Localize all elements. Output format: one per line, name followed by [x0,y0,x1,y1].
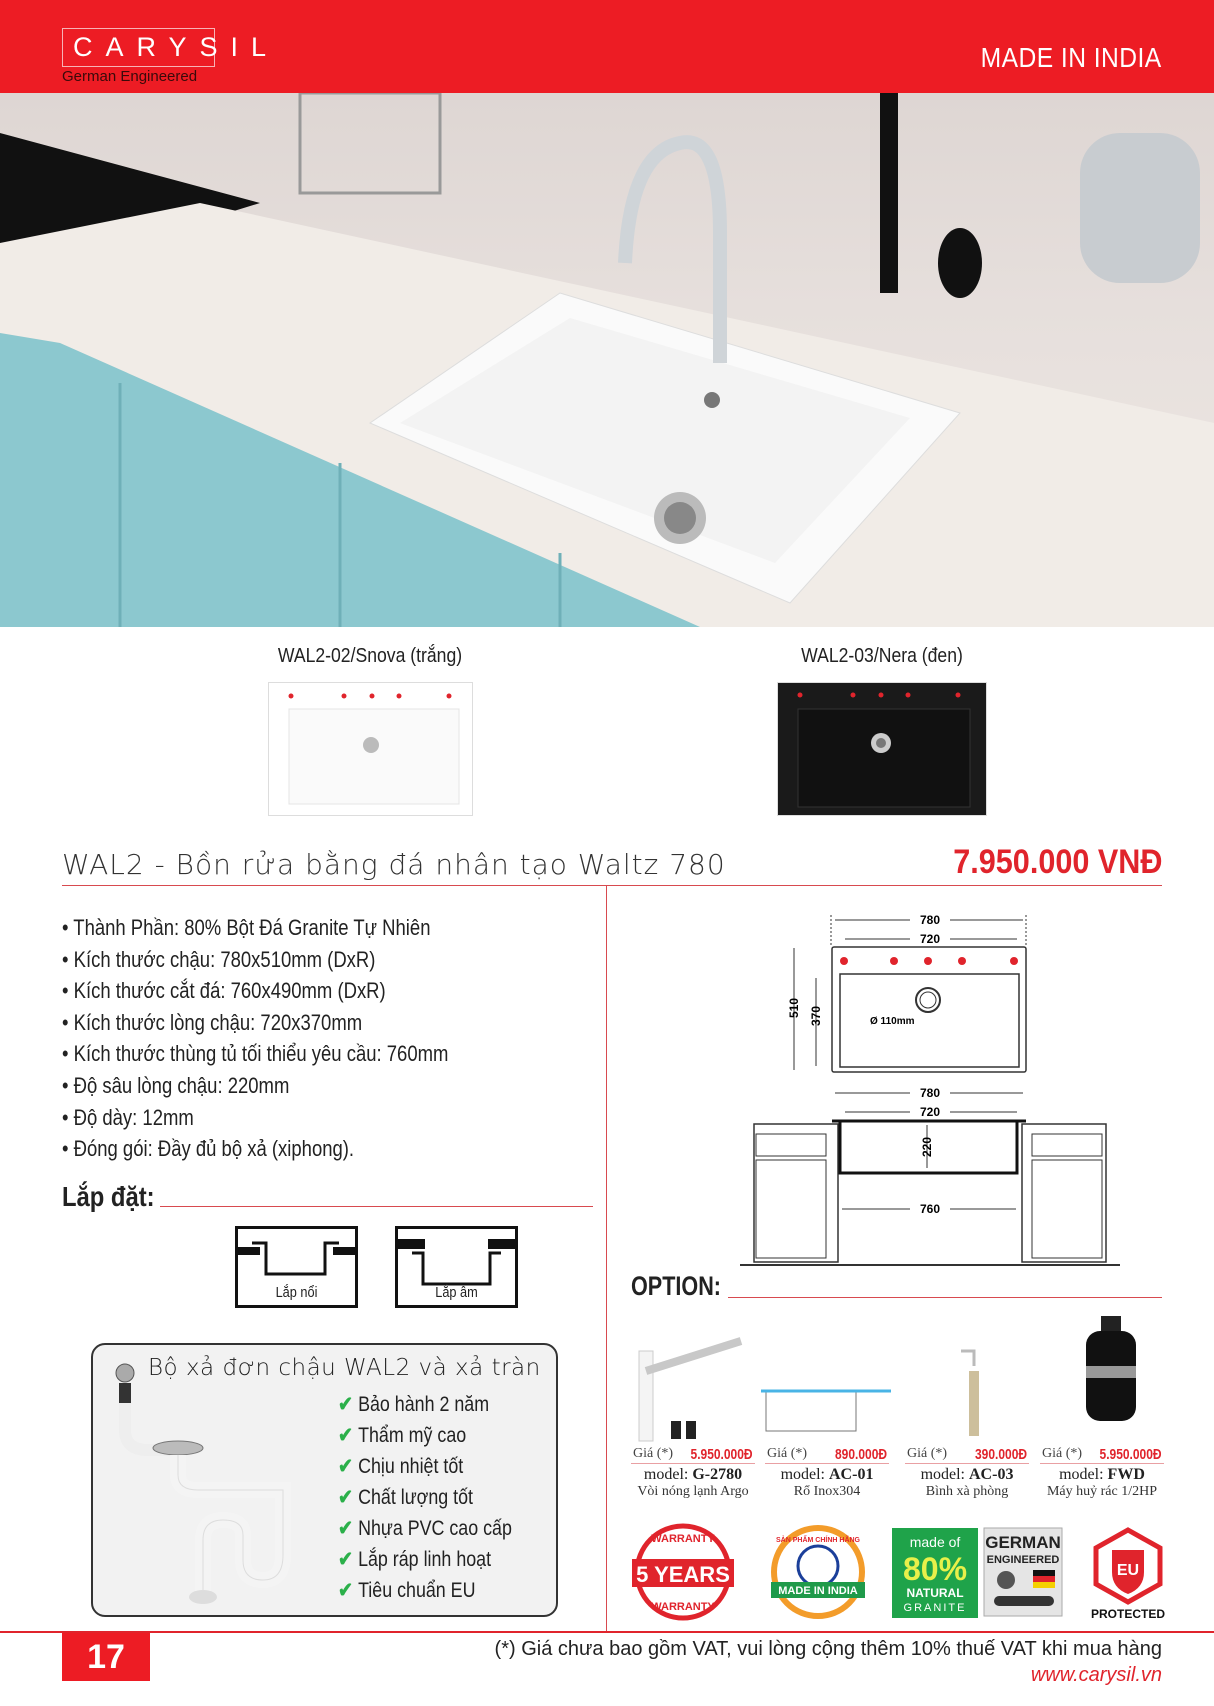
certification-badges [628,1522,1168,1622]
faucet-image [639,1341,741,1441]
spec-item: • Kích thước lòng chậu: 720x370mm [62,1007,566,1039]
spec-item: • Kích thước chậu: 780x510mm (DxR) [62,944,566,976]
made-in-india-label: MADE IN INDIA [981,42,1162,73]
drain-kit-panel [91,1343,558,1617]
spec-item: • Đóng gói: Đầy đủ bộ xả (xiphong). [62,1133,566,1165]
brand-tagline: German Engineered [62,68,198,85]
option-model: G-2780 [692,1466,743,1483]
feature-item: ✔ Chịu nhiệt tốt [338,1455,464,1478]
option-divider [728,1297,1162,1298]
option-item: Giá (*) 890.000Đ model: AC-01 Rổ Inox304 [767,1446,887,1499]
option-model: AC-01 [829,1466,874,1483]
spec-item: • Thành Phần: 80% Bột Đá Granite Tự Nhiên [62,912,566,944]
product-price: 7.950.000 VNĐ [952,843,1162,881]
vat-footnote: (*) Giá chưa bao gồm VAT, vui lòng cộng thêm 10% thuế VAT khi mua hàng [494,1638,1162,1660]
svg-text:5 YEARS: 5 YEARS [636,1562,730,1587]
dim-height-inner: 370 [809,1005,823,1027]
svg-text:EU: EU [1116,1562,1140,1579]
hero-kitchen-photo [0,93,1214,627]
svg-text:WARRANTY: WARRANTY [651,1601,715,1613]
feature-item: ✔ Bảo hành 2 năm [338,1393,490,1416]
feature-item: ✔ Lắp ráp linh hoạt [338,1548,492,1571]
variant-label-black: WAL2-03/Nera (đen) [801,645,963,667]
svg-text:NATURAL: NATURAL [906,1586,964,1600]
dim-width-inner-2: 720 [919,1105,941,1119]
svg-text:80%: 80% [902,1551,968,1587]
option-desc: Bình xà phòng [925,1484,1009,1499]
drain-feature-list [338,1389,512,1606]
website-link[interactable]: www.carysil.vn [1030,1664,1162,1686]
dim-width-outer: 780 [919,913,941,927]
footer-divider [0,1631,1214,1633]
svg-text:PROTECTED: PROTECTED [1090,1607,1166,1621]
option-desc: Vòi nóng lạnh Argo [637,1484,749,1499]
made-in-india-badge [771,1528,865,1616]
feature-item: ✔ Chất lượng tốt [338,1486,474,1509]
feature-item: ✔ Thẩm mỹ cao [338,1424,467,1447]
option-item: Giá (*) 390.000Đ model: AC-03 Bình xà phòng [907,1446,1027,1499]
variant-image-black [777,682,987,816]
spec-item: • Kích thước cắt đá: 760x490mm (DxR) [62,975,566,1007]
check-icon: ✔ [338,1455,353,1478]
german-engineered-badge [984,1528,1062,1616]
spec-item: • Kích thước thùng tủ tối thiểu yêu cầu: 760mm [62,1038,566,1070]
option-price: 890.000Đ [834,1446,887,1463]
dim-drain-diameter: Ø 110mm [870,1016,915,1027]
dim-depth: 220 [920,1136,934,1158]
dim-cabinet: 760 [919,1202,941,1216]
svg-text:SẢN PHẨM CHÍNH HÃNG: SẢN PHẨM CHÍNH HÃNG [776,1537,860,1544]
option-item: Giá (*) 5.950.000Đ model: G-2780 Vòi nóng lạnh Argo [633,1446,753,1499]
drain-kit-image [103,1355,303,1610]
option-item: Giá (*) 5.950.000Đ model: FWD Máy huỷ rác 1/2HP [1042,1446,1162,1499]
basket-image [761,1391,891,1431]
check-icon: ✔ [338,1517,353,1540]
svg-text:WARRANTY: WARRANTY [651,1533,715,1545]
feature-item: ✔ Nhựa PVC cao cấp [338,1517,512,1540]
product-title: WAL2 - Bồn rửa bằng đá nhân tạo Waltz 780 [62,848,726,881]
dim-width-inner: 720 [919,932,941,946]
feature-item: ✔ Tiêu chuẩn EU [338,1579,476,1602]
svg-text:GERMAN: GERMAN [985,1533,1061,1552]
install-surface-diagram [235,1226,358,1308]
option-model: FWD [1107,1466,1145,1483]
check-icon: ✔ [338,1548,353,1571]
option-desc: Máy huỷ rác 1/2HP [1046,1484,1158,1499]
option-model: AC-03 [969,1466,1014,1483]
option-heading: OPTION: [631,1271,721,1301]
check-icon: ✔ [338,1424,353,1447]
install-heading: Lắp đặt: [62,1181,155,1212]
dim-width-outer-2: 780 [919,1086,941,1100]
check-icon: ✔ [338,1579,353,1602]
install-surface-label: Lắp nổi [275,1284,318,1301]
svg-text:GRANITE: GRANITE [903,1602,967,1614]
waste-disposer-image [1086,1316,1136,1421]
option-price: 390.000Đ [974,1446,1027,1463]
install-undermount-diagram [395,1226,518,1308]
check-icon: ✔ [338,1486,353,1509]
eu-protected-badge [1091,1530,1165,1621]
header-bar [0,0,1214,93]
variant-label-white: WAL2-02/Snova (trắng) [277,645,463,667]
check-icon: ✔ [338,1393,353,1416]
install-divider [160,1206,593,1207]
brand-logo: CARYSIL [62,28,215,67]
spec-item: • Độ dày: 12mm [62,1102,566,1134]
option-desc: Rổ Inox304 [793,1484,861,1499]
dim-height-outer: 510 [787,997,801,1019]
spec-item: • Độ sâu lòng chậu: 220mm [62,1070,566,1102]
install-undermount-label: Lắp âm [435,1284,478,1301]
drain-kit-title: Bộ xả đơn chậu WAL2 và xả tràn [148,1355,541,1381]
title-divider [62,885,1162,886]
option-price: 5.950.000Đ [1099,1446,1162,1463]
svg-text:MADE IN INDIA: MADE IN INDIA [778,1585,858,1597]
soap-dispenser-image [961,1351,979,1436]
option-images [631,1311,1164,1443]
spec-list [62,912,566,1165]
option-price: 5.950.000Đ [690,1446,753,1463]
variant-image-white [268,682,473,816]
svg-text:made of: made of [909,1534,961,1550]
granite-badge [892,1528,978,1618]
warranty-badge [632,1526,734,1618]
column-divider [606,885,607,1631]
dimension-diagram [740,900,1120,1280]
page-number: 17 [62,1633,150,1681]
svg-text:ENGINEERED: ENGINEERED [986,1554,1060,1566]
